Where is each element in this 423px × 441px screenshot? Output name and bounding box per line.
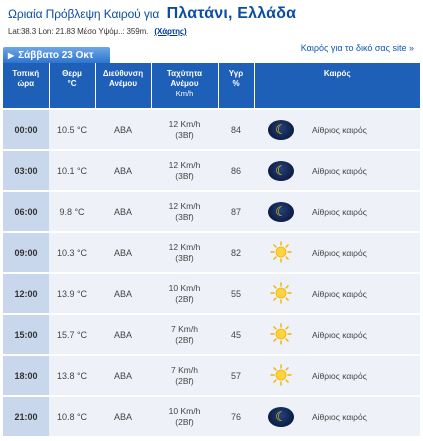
- weather-description: Αίθριος καιρός: [312, 165, 367, 176]
- weather-cell: [254, 109, 420, 150]
- col-wind-dir-header: Διεύθυνση Ανέμου: [95, 63, 151, 109]
- table-row: [3, 396, 420, 436]
- weather-description: Αίθριος καιρός: [312, 247, 367, 258]
- wind-dir-cell: ΑΒΑ: [95, 314, 151, 355]
- temp-cell: 13.9 °C: [49, 273, 95, 314]
- col-wind-speed-header: Ταχύτητα Ανέμου Km/h: [151, 63, 218, 109]
- forecast-table: [3, 63, 420, 436]
- temp-cell: 10.5 °C: [49, 109, 95, 150]
- time-cell: 12:00: [3, 273, 49, 314]
- moon-icon: ☾: [268, 202, 294, 222]
- wind-speed-cell: 7 Km/h (2Bf): [151, 355, 218, 396]
- wind-dir-cell: ΑΒΑ: [95, 273, 151, 314]
- wind-dir-cell: ΑΒΑ: [95, 150, 151, 191]
- time-cell: 03:00: [3, 150, 49, 191]
- table-header-row: [3, 63, 420, 109]
- humidity-cell: 57: [218, 355, 254, 396]
- table-row: [3, 273, 420, 314]
- map-link[interactable]: (Χάρτης): [154, 27, 187, 36]
- location-meta: [8, 27, 187, 36]
- humidity-cell: 55: [218, 273, 254, 314]
- table-row: [3, 232, 420, 273]
- day-tab[interactable]: [3, 47, 110, 63]
- temp-cell: 10.1 °C: [49, 150, 95, 191]
- table-row: [3, 109, 420, 150]
- weather-description: Αίθριος καιρός: [312, 411, 367, 422]
- weather-cell: [254, 150, 420, 191]
- temp-cell: 13.8 °C: [49, 355, 95, 396]
- weather-cell: [254, 355, 420, 396]
- humidity-cell: 87: [218, 191, 254, 232]
- weather-cell: [254, 273, 420, 314]
- wind-speed-cell: 10 Km/h (2Bf): [151, 273, 218, 314]
- title-prefix: Ωριαία Πρόβλεψη Καιρού για: [8, 7, 160, 21]
- humidity-cell: 76: [218, 396, 254, 436]
- wind-speed-cell: 12 Km/h (3Bf): [151, 191, 218, 232]
- wind-speed-cell: 12 Km/h (3Bf): [151, 232, 218, 273]
- time-cell: 09:00: [3, 232, 49, 273]
- table-row: [3, 150, 420, 191]
- wind-dir-cell: ΑΒΑ: [95, 191, 151, 232]
- time-cell: 06:00: [3, 191, 49, 232]
- title-place: Πλατάνι, Ελλάδα: [166, 5, 297, 22]
- temp-cell: 9.8 °C: [49, 191, 95, 232]
- sun-icon: [270, 364, 292, 386]
- temp-cell: 10.8 °C: [49, 396, 95, 436]
- col-weather-header: Καιρός: [254, 63, 420, 109]
- wind-dir-cell: ΑΒΑ: [95, 396, 151, 436]
- wind-speed-cell: 12 Km/h (3Bf): [151, 109, 218, 150]
- weather-description: Αίθριος καιρός: [312, 206, 367, 217]
- time-cell: 18:00: [3, 355, 49, 396]
- humidity-cell: 82: [218, 232, 254, 273]
- table-row: [3, 355, 420, 396]
- page-title: [8, 5, 296, 23]
- temp-cell: 15.7 °C: [49, 314, 95, 355]
- weather-description: Αίθριος καιρός: [312, 370, 367, 381]
- table-row: [3, 314, 420, 355]
- moon-icon: ☾: [268, 407, 294, 427]
- coordinates-text: Lat:38.3 Lon: 21.83 Μέσο Υψόμ..: 359m.: [8, 27, 149, 36]
- weather-cell: [254, 191, 420, 232]
- time-cell: 15:00: [3, 314, 49, 355]
- col-temp-header: Θερμ °C: [49, 63, 95, 109]
- sun-icon: [270, 323, 292, 345]
- weather-description: Αίθριος καιρός: [312, 329, 367, 340]
- site-weather-link[interactable]: Καιρός για το δικό σας site »: [300, 43, 414, 53]
- wind-speed-cell: 10 Km/h (2Bf): [151, 396, 218, 436]
- table-row: [3, 191, 420, 232]
- wind-speed-cell: 7 Km/h (2Bf): [151, 314, 218, 355]
- time-cell: 00:00: [3, 109, 49, 150]
- sun-icon: [270, 241, 292, 263]
- temp-cell: 10.3 °C: [49, 232, 95, 273]
- day-tab-label: Σάββατο 23 Οκτ: [18, 49, 94, 61]
- moon-icon: ☾: [268, 120, 294, 140]
- humidity-cell: 84: [218, 109, 254, 150]
- col-humidity-header: Υγρ %: [218, 63, 254, 109]
- col-time-header: Τοπική ώρα: [3, 63, 49, 109]
- wind-dir-cell: ΑΒΑ: [95, 109, 151, 150]
- humidity-cell: 86: [218, 150, 254, 191]
- wind-speed-cell: 12 Km/h (3Bf): [151, 150, 218, 191]
- triangle-right-icon: ▶: [8, 50, 15, 60]
- time-cell: 21:00: [3, 396, 49, 436]
- humidity-cell: 45: [218, 314, 254, 355]
- weather-cell: [254, 232, 420, 273]
- weather-cell: [254, 314, 420, 355]
- weather-description: Αίθριος καιρός: [312, 124, 367, 135]
- wind-dir-cell: ΑΒΑ: [95, 232, 151, 273]
- weather-cell: [254, 396, 420, 436]
- moon-icon: ☾: [268, 161, 294, 181]
- weather-description: Αίθριος καιρός: [312, 288, 367, 299]
- sun-icon: [270, 282, 292, 304]
- wind-dir-cell: ΑΒΑ: [95, 355, 151, 396]
